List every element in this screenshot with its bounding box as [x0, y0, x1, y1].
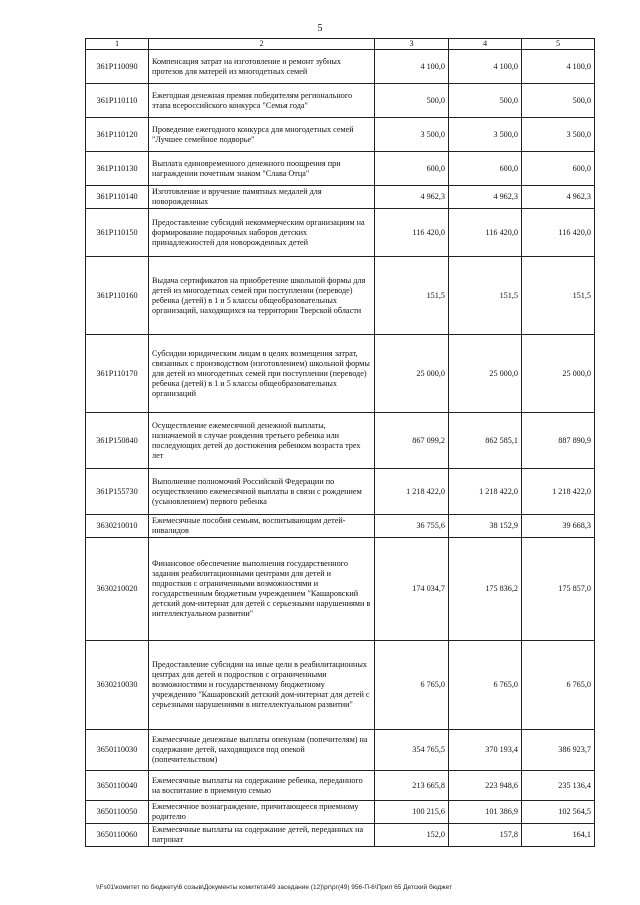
- table-row: [86, 469, 595, 515]
- value-cell-col3: 174 034,7: [375, 538, 449, 641]
- budget-table: [85, 38, 595, 847]
- value-cell-col4: 25 000,0: [449, 335, 522, 413]
- value-cell-col5: 235 136,4: [522, 771, 595, 801]
- value-cell-col3: 151,5: [375, 257, 449, 335]
- column-header: 3: [375, 39, 449, 50]
- column-header: 2: [149, 39, 375, 50]
- budget-code-cell: 361P110130: [86, 152, 149, 186]
- description-cell: Субсидии юридическим лицам в целях возмещения затрат, связанных с производством (изготовлением) школьной формы для детей из многодетных семей при поступлении (переводе) ребенка (детей) в 1 и 5 классы общеобразовательных организаций: [149, 335, 375, 413]
- value-cell-col5: 39 668,3: [522, 515, 595, 538]
- value-cell-col4: 4 962,3: [449, 186, 522, 209]
- description-cell: Ежегодная денежная премия победителям регионального этапа всероссийского конкурса "Семья года": [149, 84, 375, 118]
- description-cell: Выполнение полномочий Российской Федерации по осуществлению ежемесячной выплаты в связи с рождением (усыновлением) первого ребенка: [149, 469, 375, 515]
- budget-code-cell: 3650110030: [86, 730, 149, 771]
- value-cell-col5: 887 890,9: [522, 413, 595, 469]
- table-row: [86, 209, 595, 257]
- value-cell-col3: 100 215,6: [375, 801, 449, 824]
- description-cell: Изготовление и вручение памятных медалей для новорожденных: [149, 186, 375, 209]
- table-row: [86, 84, 595, 118]
- value-cell-col5: 6 765,0: [522, 641, 595, 730]
- description-cell: Ежемесячные выплаты на содержание детей, переданных на патронат: [149, 824, 375, 847]
- value-cell-col4: 862 585,1: [449, 413, 522, 469]
- budget-code-cell: 361P110140: [86, 186, 149, 209]
- value-cell-col5: 3 500,0: [522, 118, 595, 152]
- value-cell-col4: 370 193,4: [449, 730, 522, 771]
- value-cell-col5: 116 420,0: [522, 209, 595, 257]
- value-cell-col3: 354 765,5: [375, 730, 449, 771]
- description-cell: Ежемесячное вознаграждение, причитающееся приемному родителю: [149, 801, 375, 824]
- table-row: [86, 413, 595, 469]
- value-cell-col5: 102 564,5: [522, 801, 595, 824]
- description-cell: Финансовое обеспечение выполнения государственного задания реабилитационными центрами для детей и подростков с ограниченными возможностями и государственным бюджетным учреждением "Кашаровский детский дом-интернат для детей с серьезными нарушениями в интеллектуальном развитии": [149, 538, 375, 641]
- value-cell-col4: 6 765,0: [449, 641, 522, 730]
- value-cell-col3: 152,0: [375, 824, 449, 847]
- value-cell-col3: 600,0: [375, 152, 449, 186]
- value-cell-col4: 38 152,9: [449, 515, 522, 538]
- value-cell-col4: 175 836,2: [449, 538, 522, 641]
- value-cell-col5: 25 000,0: [522, 335, 595, 413]
- table-header-row: [86, 39, 595, 50]
- description-cell: Осуществление ежемесячной денежной выплаты, назначаемой в случае рождения третьего ребенка или последующих детей до достижения ребенком возраста трех лет: [149, 413, 375, 469]
- description-cell: Выдача сертификатов на приобретение школьной формы для детей из многодетных семей при поступлении (переводе) ребенка (детей) в 1 и 5 классы общеобразовательных организаций, находящихся на территории Тверской области: [149, 257, 375, 335]
- table-row: [86, 730, 595, 771]
- value-cell-col3: 25 000,0: [375, 335, 449, 413]
- budget-code-cell: 361P155730: [86, 469, 149, 515]
- description-cell: Выплата единовременного денежного поощрения при награждении почетным знаком "Слава Отца": [149, 152, 375, 186]
- value-cell-col3: 3 500,0: [375, 118, 449, 152]
- value-cell-col4: 223 948,6: [449, 771, 522, 801]
- column-header: 5: [522, 39, 595, 50]
- value-cell-col5: 500,0: [522, 84, 595, 118]
- value-cell-col3: 213 665,8: [375, 771, 449, 801]
- value-cell-col5: 4 962,3: [522, 186, 595, 209]
- budget-code-cell: 3650110060: [86, 824, 149, 847]
- column-header: 1: [86, 39, 149, 50]
- budget-code-cell: 361P150840: [86, 413, 149, 469]
- value-cell-col4: 157,8: [449, 824, 522, 847]
- table-row: [86, 50, 595, 84]
- value-cell-col4: 600,0: [449, 152, 522, 186]
- description-cell: Компенсация затрат на изготовление и ремонт зубных протезов для матерей из многодетных семей: [149, 50, 375, 84]
- value-cell-col4: 101 386,9: [449, 801, 522, 824]
- value-cell-col3: 4 100,0: [375, 50, 449, 84]
- description-cell: Ежемесячные пособия семьям, воспитывающим детей-инвалидов: [149, 515, 375, 538]
- value-cell-col3: 36 755,6: [375, 515, 449, 538]
- value-cell-col5: 151,5: [522, 257, 595, 335]
- table-row: [86, 152, 595, 186]
- table-row: [86, 824, 595, 847]
- table-row: [86, 801, 595, 824]
- page-number: 5: [317, 23, 323, 34]
- budget-code-cell: 3650110050: [86, 801, 149, 824]
- table-row: [86, 118, 595, 152]
- description-cell: Ежемесячные денежные выплаты опекунам (попечителям) на содержание детей, находящихся под опекой (попечительством): [149, 730, 375, 771]
- table-row: [86, 186, 595, 209]
- budget-code-cell: 361P110120: [86, 118, 149, 152]
- table-row: [86, 538, 595, 641]
- value-cell-col4: 116 420,0: [449, 209, 522, 257]
- budget-code-cell: 3630210030: [86, 641, 149, 730]
- value-cell-col5: 600,0: [522, 152, 595, 186]
- value-cell-col4: 151,5: [449, 257, 522, 335]
- value-cell-col5: 4 100,0: [522, 50, 595, 84]
- table-row: [86, 515, 595, 538]
- value-cell-col4: 1 218 422,0: [449, 469, 522, 515]
- file-path-footer: \\Fs01\комитет по бюджету\6 созыв\Документы комитета\49 заседание (12)\рг\рг(49) 956-П-6\Прил 65 Детский бюджет: [96, 884, 452, 891]
- budget-code-cell: 3650110040: [86, 771, 149, 801]
- budget-code-cell: 361P110170: [86, 335, 149, 413]
- value-cell-col3: 867 099,2: [375, 413, 449, 469]
- description-cell: Предоставление субсидий некоммерческим организациям на формирование подарочных наборов детских принадлежностей для новорожденных детей: [149, 209, 375, 257]
- value-cell-col3: 116 420,0: [375, 209, 449, 257]
- table-row: [86, 641, 595, 730]
- value-cell-col4: 500,0: [449, 84, 522, 118]
- budget-code-cell: 3630210010: [86, 515, 149, 538]
- value-cell-col3: 500,0: [375, 84, 449, 118]
- value-cell-col3: 6 765,0: [375, 641, 449, 730]
- table-row: [86, 257, 595, 335]
- budget-code-cell: 3630210020: [86, 538, 149, 641]
- budget-code-cell: 361P110160: [86, 257, 149, 335]
- table-row: [86, 771, 595, 801]
- description-cell: Ежемесячные выплаты на содержание ребенка, переданного на воспитание в приемную семью: [149, 771, 375, 801]
- description-cell: Предоставление субсидии на иные цели в реабилитационных центрах для детей и подростков с ограниченными возможностями и государственному бюджетному учреждению "Кашаровский детский дом-интернат для детей с серьезными нарушениями в интеллектуальном развитии": [149, 641, 375, 730]
- value-cell-col3: 4 962,3: [375, 186, 449, 209]
- budget-code-cell: 361P110150: [86, 209, 149, 257]
- budget-code-cell: 361P110110: [86, 84, 149, 118]
- column-header: 4: [449, 39, 522, 50]
- value-cell-col5: 386 923,7: [522, 730, 595, 771]
- value-cell-col5: 1 218 422,0: [522, 469, 595, 515]
- value-cell-col4: 4 100,0: [449, 50, 522, 84]
- value-cell-col5: 164,1: [522, 824, 595, 847]
- value-cell-col5: 175 857,0: [522, 538, 595, 641]
- budget-code-cell: 361P110090: [86, 50, 149, 84]
- table-row: [86, 335, 595, 413]
- description-cell: Проведение ежегодного конкурса для многодетных семей "Лучшее семейное подворье": [149, 118, 375, 152]
- value-cell-col3: 1 218 422,0: [375, 469, 449, 515]
- value-cell-col4: 3 500,0: [449, 118, 522, 152]
